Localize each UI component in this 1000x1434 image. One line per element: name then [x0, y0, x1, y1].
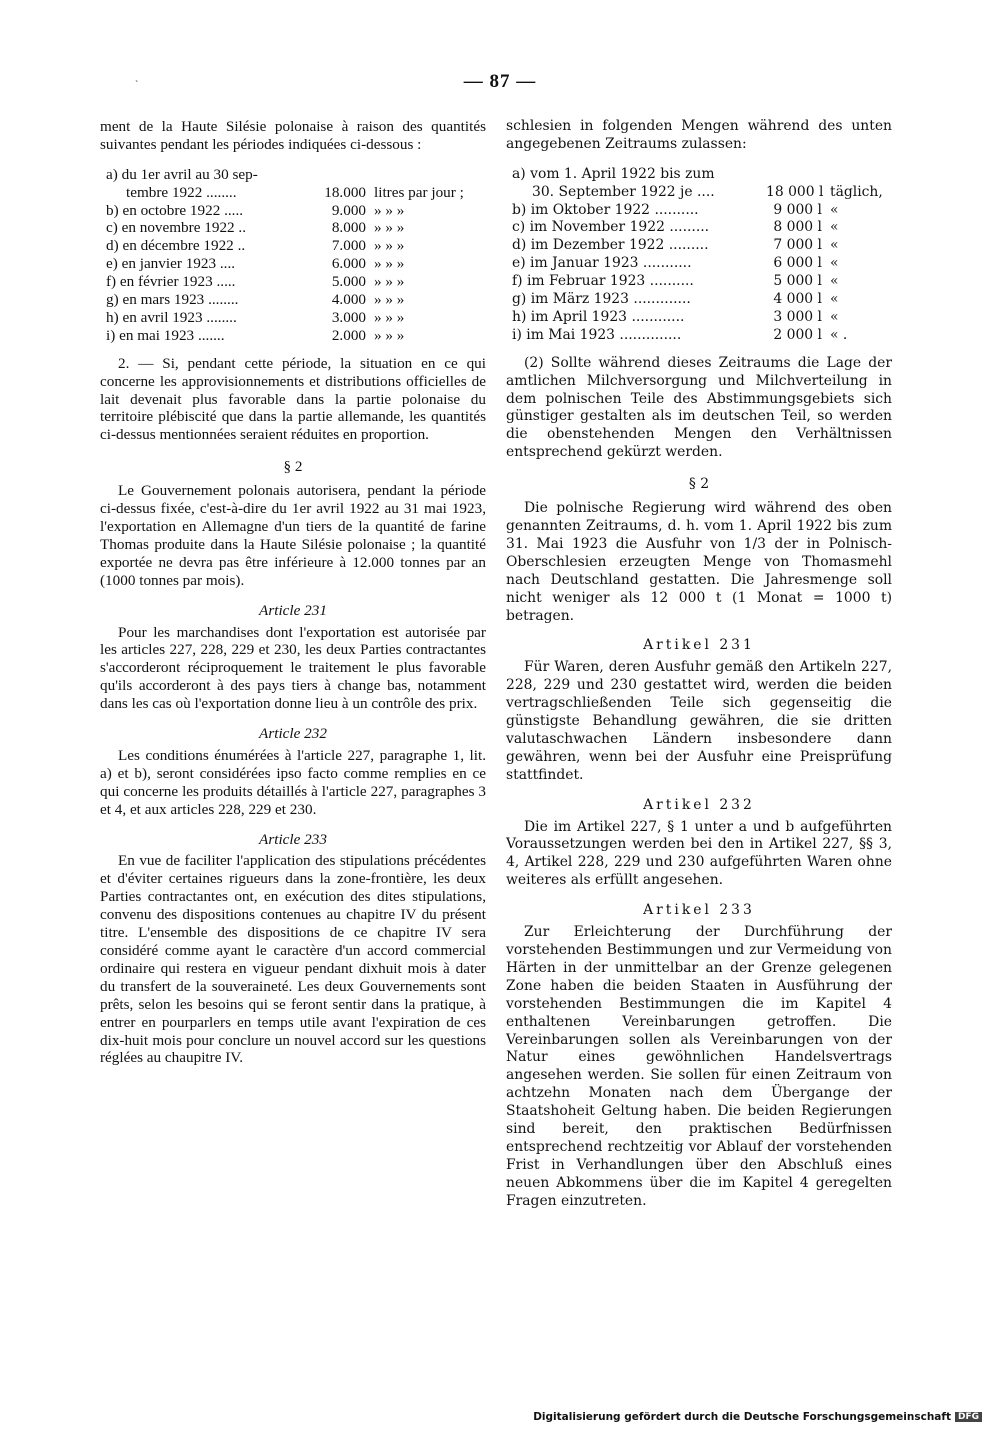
de-list-item-a-cont: 30. September 1922 je .... 18 000 l täglich, [532, 183, 883, 200]
fr-article-232-heading: Article 232 [259, 725, 327, 743]
fr-list-item: b) en octobre 1922 ..... 9.000 » » » [106, 201, 405, 219]
fr-article-233: En vue de faciliter l'application des stipulations précédentes et d'éviter certaines rigueurs dans la zone-frontière, les deux Parties contractantes ont, en exécution des dites stipulations, convenu des dispositions contenues au chapitre IV du présent titre. L'ensemble des dispositions de ce chapitre IV sera considéré comme ayant le caractère d'un accord commercial ordinaire qui restera en vigueur pendant dixhuit mois à dater du transfert de la souveraineté. Les deux Gouvernements sont prêts, selon les besoins qui se feront sentir dans la pratique, à entrer en pourparlers en temps utile avant l'expiration de ces dix-huit mois pour conclure un nouvel accord sur les questions réglées au chaupitre IV. [100, 852, 486, 1067]
de-quantity-list [512, 166, 892, 345]
de-list-item: c) im November 1922 ......... 8 000 l « [512, 219, 839, 236]
page-number: — 87 — [463, 71, 537, 92]
fr-intro: ment de la Haute Silésie polonaise à raison des quantités suivantes pendant les périodes indiquées ci-dessous : [100, 118, 486, 153]
fr-quantity-list [106, 166, 486, 345]
de-intro: schlesien in folgenden Mengen während des unten angegebenen Zeitraums zulassen: [506, 118, 892, 152]
footer [533, 1411, 982, 1423]
fr-para-2: 2. — Si, pendant cette période, la situation en ce qui concerne les approvisionnements et distributions officielles de lait devenait plus favorable dans la partie polonaise du territoire plébiscité que dans la partie allemande, les quantités ci-dessus mentionnées seraient réduites en proportion. [100, 354, 486, 444]
de-list-item: f) im Februar 1923 .......... 5 000 l « [512, 273, 839, 290]
fr-article-232: Les conditions énumérées à l'article 227, paragraphe 1, lit. a) et b), seront considérées ipso facto comme remplies en ce qui concerne les produits détaillés à l'article 227, paragraphes 3 et 4, et aux articles 228, 229 et 230. [100, 746, 486, 818]
fr-list-item-a-cont: tembre 1922 ........ 18.000 litres par jour ; [126, 183, 464, 201]
fr-section-2: Le Gouvernement polonais autorisera, pendant la période ci-dessus fixée, c'est-à-dire du 1er avril 1922 au 31 mai 1923, l'exportation en Allemagne d'un tiers de la quantité de farine Thomas produite dans la Haute Silésie polonaise ; la quantité exportée ne devra pas être inférieure à 12.000 tonnes par an (1000 tonnes par mois). [100, 482, 486, 589]
de-list-item-a: a) vom 1. April 1922 bis zum [512, 165, 715, 182]
de-section-2-heading: § 2 [688, 476, 710, 493]
de-para-2: (2) Sollte während dieses Zeitraums die Lage der amtlichen Milchversorgung und Milchverteilung in dem polnischen Teile des Abstimmungsgebiets sich günstiger gestalten als im deutschen Teil, so werden die obenstehenden Mengen den Verhältnissen entsprechend gekürzt werden. [506, 354, 892, 461]
de-list-item: b) im Oktober 1922 .......... 9 000 l « [512, 201, 839, 218]
de-section-2: Die polnische Regierung wird während des oben genannten Zeitraums, d. h. vom 1. April 1922 bis zum 31. Mai 1923 die Ausfuhr von 1/3 der in Polnisch-Oberschlesien erzeugten Menge von Thomasmehl nach Deutschland gestatten. Die Jahresmenge soll nicht weniger als 12 000 t (1 Monat = 1000 t) betragen. [506, 500, 892, 624]
german-column [506, 118, 892, 1211]
fr-list-item: g) en mars 1923 ........ 4.000 » » » [106, 291, 405, 309]
footer-text: Digitalisierung gefördert durch die Deutsche Forschungsgemeinschaft [533, 1411, 951, 1423]
fr-section-2-heading: § 2 [283, 458, 303, 476]
fr-article-231: Pour les marchandises dont l'exportation est autorisée par les articles 227, 228, 229 et 230, les deux Parties contractantes s'accorderont réciproquement le traitement le plus favorable qu'ils accorderont à des pays tiers à change bas, notamment dans les cas où l'exportation donne lieu à un contrôle des prix. [100, 623, 486, 713]
fr-article-233-heading: Article 233 [259, 830, 327, 848]
de-list-item: e) im Januar 1923 ........... 6 000 l « [512, 255, 839, 272]
de-article-231-heading: Artikel 231 [643, 637, 755, 654]
de-list-item: g) im März 1923 ............. 4 000 l « [512, 291, 839, 308]
de-list-item: i) im Mai 1923 .............. 2 000 l « . [512, 326, 848, 343]
fr-list-item: f) en février 1923 ..... 5.000 » » » [106, 273, 405, 291]
dfg-logo: DFG [955, 1412, 982, 1422]
fr-list-item: d) en décembre 1922 .. 7.000 » » » [106, 237, 405, 255]
de-article-232: Die im Artikel 227, § 1 unter a und b aufgeführten Voraussetzungen werden bei den in Artikel 227, §§ 3, 4, Artikel 228, 229 und 230 aufgeführten Waren ohne weiteres als erfüllt angesehen. [506, 818, 892, 889]
fr-list-item: h) en avril 1923 ........ 3.000 » » » [106, 308, 405, 326]
french-column [100, 118, 486, 1067]
de-list-item: d) im Dezember 1922 ......... 7 000 l « [512, 237, 839, 254]
margin-mark: ` [135, 80, 139, 91]
de-article-231: Für Waren, deren Ausfuhr gemäß den Artikeln 227, 228, 229 und 230 gestattet wird, werden die beiden vertragschließenden Teile sich gegenseitig die günstigste Behandlung gewähren, die sie dritten valutaschwachen Ländern insbesondere dann gewähren, wenn bei der Ausfuhr eine Preisprüfung stattfindet. [506, 659, 892, 783]
de-list-item: h) im April 1923 ............ 3 000 l « [512, 308, 839, 325]
fr-article-231-heading: Article 231 [259, 601, 327, 619]
fr-list-item: c) en novembre 1922 .. 8.000 » » » [106, 219, 405, 237]
fr-list-item-a: a) du 1er avril au 30 sep- [106, 165, 258, 183]
de-article-232-heading: Artikel 232 [643, 796, 755, 813]
fr-list-item: e) en janvier 1923 .... 6.000 » » » [106, 255, 405, 273]
de-article-233-heading: Artikel 233 [643, 902, 755, 919]
de-article-233: Zur Erleichterung der Durchführung der vorstehenden Bestimmungen und zur Vermeidung von Härten in der unmittelbar an der Grenze gelegenen Zone haben die beiden Staaten in Ausführung der vorstehenden Bestimmungen die im Kapitel 4 enthaltenen Vereinbarungen getroffen. Die Vereinbarungen sollen als Vereinbarungen von der Natur eines gewöhnlichen Handelsvertrags angesehen werden. Sie sollen für einen Zeitraum von achtzehn Monaten nach dem Übergange der Staatshoheit Geltung haben. Die beiden Regierungen sind bereit, den praktischen Bedürfnissen entsprechend rechtzeitig vor Ablauf der vorstehenden Frist in Verhandlungen über den Abschluß eines neuen Abkommens über die im Kapitel 4 geregelten Fragen einzutreten. [506, 924, 892, 1209]
fr-list-item: i) en mai 1923 ....... 2.000 » » » [106, 326, 405, 344]
